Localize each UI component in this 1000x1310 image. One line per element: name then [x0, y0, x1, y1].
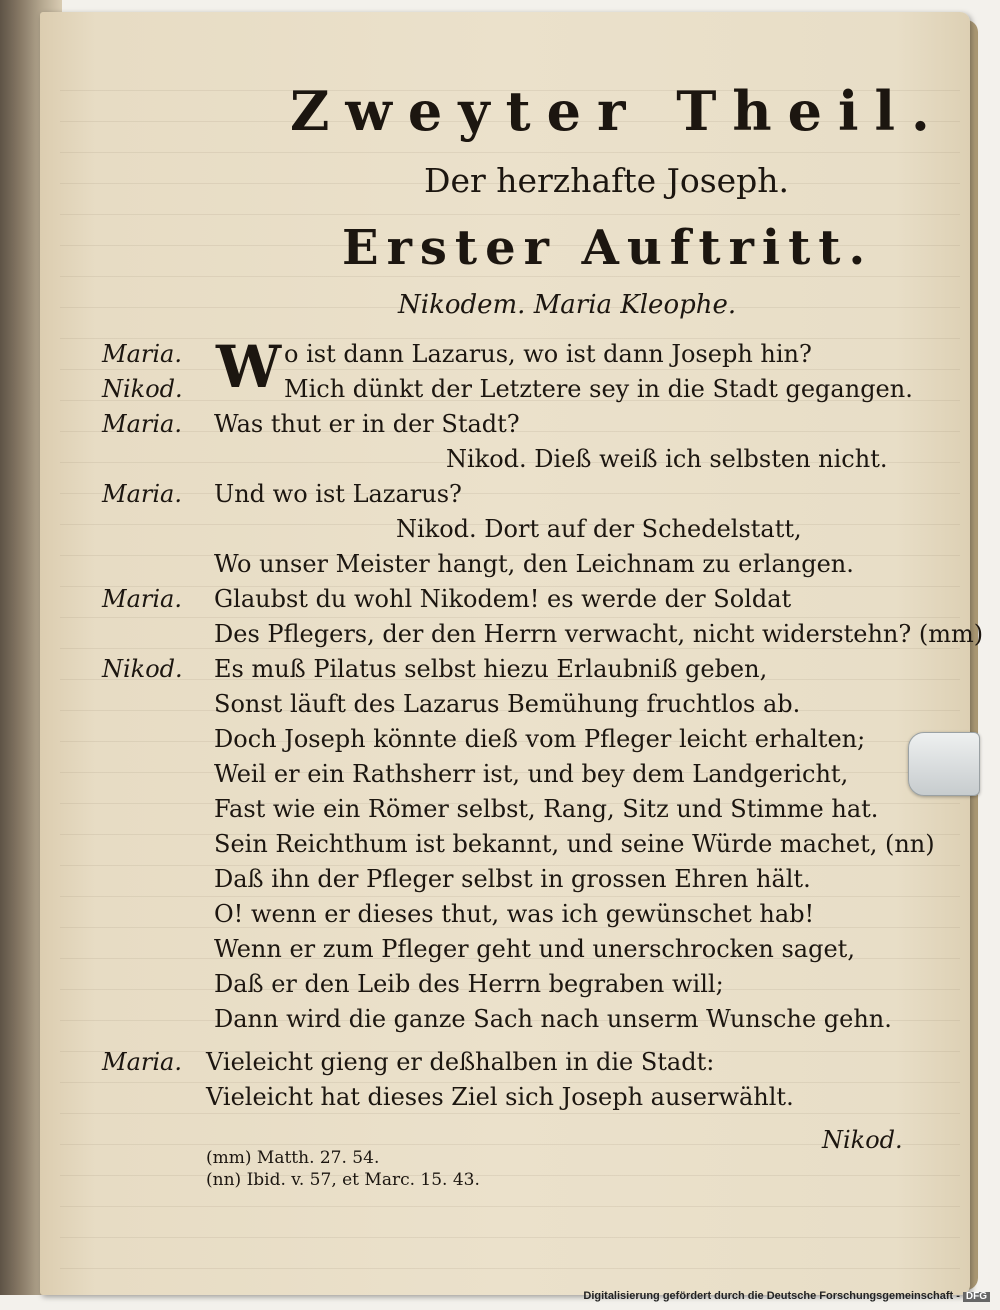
drop-cap: W: [216, 333, 282, 401]
speaker-label: Maria.: [102, 340, 182, 368]
dfg-logo: DFG: [963, 1292, 990, 1302]
verse-line: O! wenn er dieses thut, was ich gewünschet hab!: [214, 900, 815, 928]
verse-line: Es muß Pilatus selbst hiezu Erlaubniß geben,: [214, 655, 768, 683]
verse-line: Des Pflegers, der den Herrn verwacht, nicht widerstehn? (mm): [214, 620, 984, 648]
part-title: Zweyter Theil.: [290, 79, 946, 143]
speaker-label: Nikod.: [102, 655, 183, 683]
bookmark-clip: [908, 732, 980, 796]
credit-text: Digitalisierung gefördert durch die Deutsche Forschungsgemeinschaft -: [583, 1290, 960, 1302]
verse-line: Nikod. Dort auf der Schedelstatt,: [396, 515, 802, 543]
verse-line: o ist dann Lazarus, wo ist dann Joseph hin?: [284, 340, 812, 368]
verse-line: Daß ihn der Pfleger selbst in grossen Ehren hält.: [214, 865, 811, 893]
verse-line: Doch Joseph könnte dieß vom Pfleger leicht erhalten;: [214, 725, 866, 753]
verse-line: Weil er ein Rathsherr ist, und bey dem Landgericht,: [214, 760, 849, 788]
verse-line: Mich dünkt der Letztere sey in die Stadt gegangen.: [284, 375, 913, 403]
verse-line: Wenn er zum Pfleger geht und unerschrocken saget,: [214, 935, 855, 963]
verse-line: Sein Reichthum ist bekannt, und seine Würde machet, (nn): [214, 830, 935, 858]
verse-line: Dann wird die ganze Sach nach unserm Wunsche gehn.: [214, 1005, 892, 1033]
catchword: Nikod.: [822, 1126, 903, 1154]
speaker-label: Maria.: [102, 1048, 182, 1076]
verse-line: Glaubst du wohl Nikodem! es werde der Soldat: [214, 585, 792, 613]
verse-line: Fast wie ein Römer selbst, Rang, Sitz und Stimme hat.: [214, 795, 879, 823]
verse-line: Vieleicht hat dieses Ziel sich Joseph auserwählt.: [206, 1083, 794, 1111]
verse-line: Nikod. Dieß weiß ich selbsten nicht.: [446, 445, 888, 473]
footnote: (nn) Ibid. v. 57, et Marc. 15. 43.: [206, 1170, 480, 1190]
digitization-credit: [583, 1291, 990, 1302]
verse-line: Wo unser Meister hangt, den Leichnam zu erlangen.: [214, 550, 854, 578]
dramatis-personae: Nikodem. Maria Kleophe.: [398, 290, 737, 320]
speaker-label: Nikod.: [102, 375, 183, 403]
verse-line: Was thut er in der Stadt?: [214, 410, 520, 438]
verse-line: Sonst läuft des Lazarus Bemühung fruchtlos ab.: [214, 690, 801, 718]
speaker-label: Maria.: [102, 585, 182, 613]
footnote: (mm) Matth. 27. 54.: [206, 1148, 380, 1168]
verse-line: Daß er den Leib des Herrn begraben will;: [214, 970, 724, 998]
scene-title: Erster Auftritt.: [342, 220, 874, 276]
subtitle: Der herzhafte Joseph.: [424, 161, 790, 200]
speaker-label: Maria.: [102, 480, 182, 508]
speaker-label: Maria.: [102, 410, 182, 438]
verse-line: Vieleicht gieng er deßhalben in die Stadt:: [206, 1048, 715, 1076]
verse-line: Und wo ist Lazarus?: [214, 480, 462, 508]
